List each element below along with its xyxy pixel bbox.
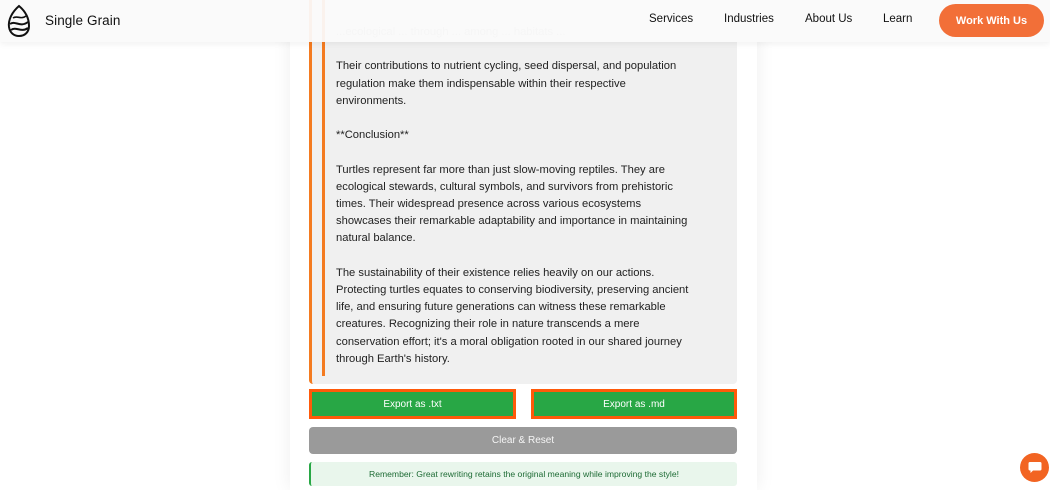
nav-industries[interactable]: Industries <box>724 13 774 25</box>
single-grain-logo-icon[interactable] <box>6 4 32 38</box>
export-txt-button[interactable]: Export as .txt <box>309 389 516 419</box>
rewritten-text-blockquote <box>322 0 722 376</box>
rewriter-card <box>290 0 757 490</box>
site-header <box>0 0 1050 42</box>
chat-bubble-icon <box>1028 461 1042 474</box>
paragraph-sustainability: The sustainability of their existence relies heavily on our actions. Protecting turtles equates to conserving biodiversity, preserving ancient life, and ensuring future generations can witness these remarkable creatures. Recognizing their role in nature transcends a mere conservation effort; it's a moral obligation rooted in our shared journey through Earth's history. <box>336 266 689 365</box>
tip-text: Remember: Great rewriting retains the original meaning while improving the style! <box>369 469 679 479</box>
tip-banner <box>309 462 737 486</box>
nav-learn[interactable]: Learn <box>883 13 913 25</box>
paragraph-conclusion-heading: **Conclusion** <box>336 129 409 142</box>
chat-widget-button[interactable] <box>1020 453 1049 482</box>
clear-reset-button[interactable]: Clear & Reset <box>309 427 737 454</box>
nav-services[interactable]: Services <box>649 13 694 25</box>
paragraph-contributions: Their contributions to nutrient cycling, seed dispersal, and population regulation make them indispensable within their respective environments. <box>336 60 677 107</box>
export-md-button[interactable]: Export as .md <box>531 389 737 419</box>
result-output-box <box>309 0 737 384</box>
nav-about-us[interactable]: About Us <box>805 13 853 25</box>
work-with-us-button[interactable]: Work With Us <box>939 4 1044 37</box>
brand-name[interactable]: Single Grain <box>45 13 121 28</box>
paragraph-turtles-represent: Turtles represent far more than just slow-moving reptiles. They are ecological stewards, cultural symbols, and survivors from prehistoric times. Their widespread presence across various ecosystems showcases their remarkable adaptability and importance in maintaining natural balance. <box>336 163 688 245</box>
export-button-row <box>309 389 737 419</box>
